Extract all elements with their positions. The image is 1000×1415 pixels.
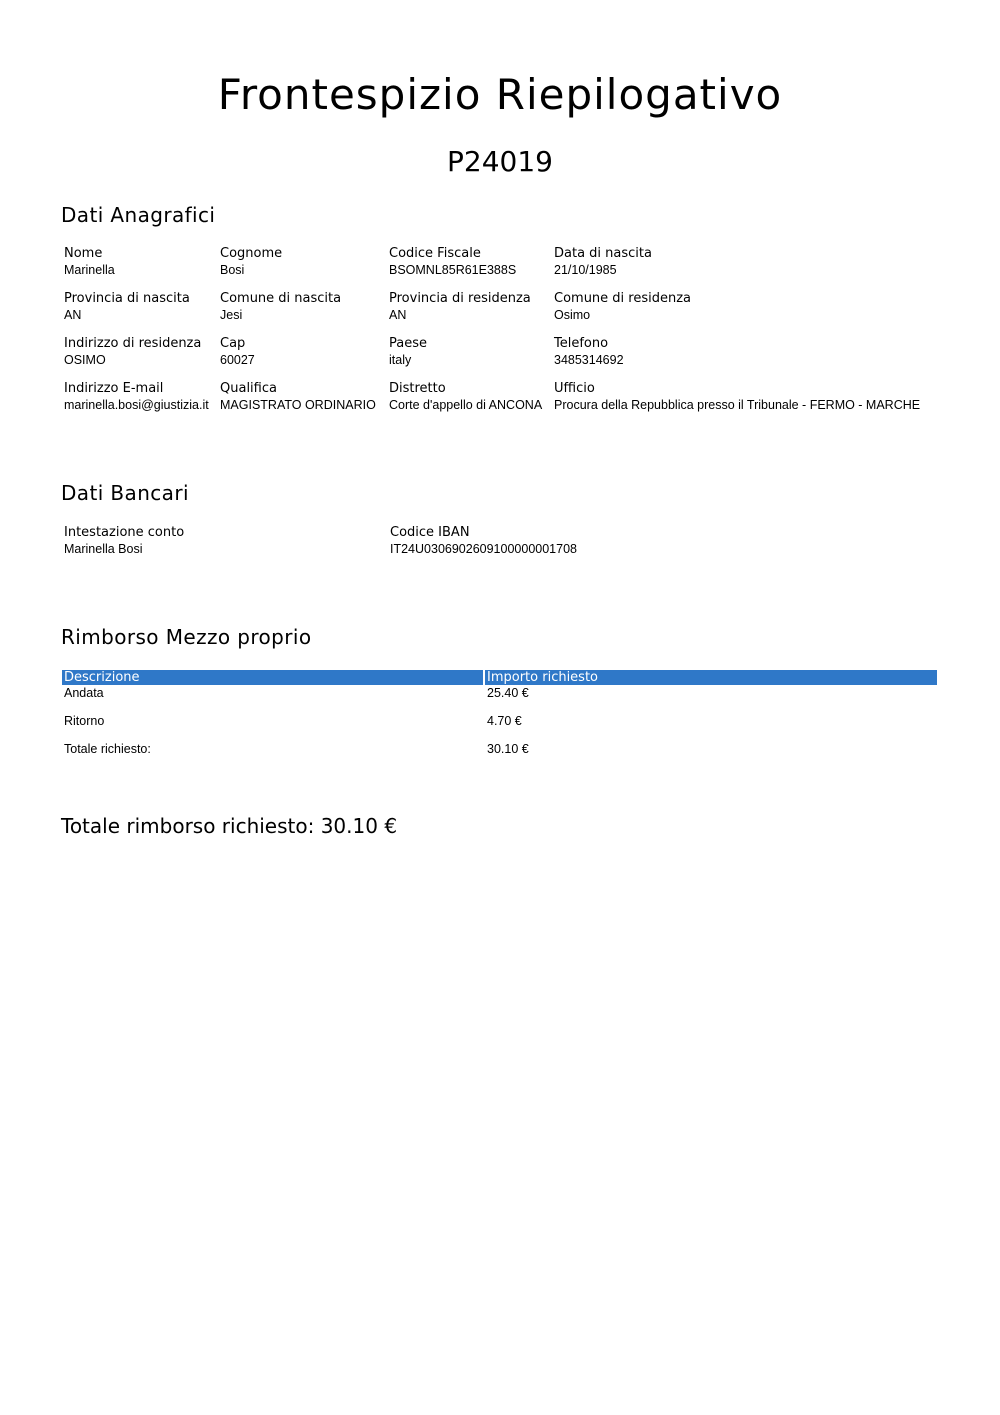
document-code: P24019 <box>447 145 553 178</box>
field-label: Codice IBAN <box>390 525 470 540</box>
field-label: Provincia di residenza <box>389 291 531 306</box>
table-cell-importo: 4.70 € <box>487 714 522 728</box>
field-label: Qualifica <box>220 381 277 396</box>
field-value: OSIMO <box>64 353 106 367</box>
field-value: Jesi <box>220 308 243 322</box>
field-label: Provincia di nascita <box>64 291 190 306</box>
table-cell-descrizione: Totale richiesto: <box>64 742 151 756</box>
table-cell-importo: 25.40 € <box>487 686 529 700</box>
field-label: Telefono <box>554 336 609 351</box>
field-value: Bosi <box>220 263 245 277</box>
field-label: Ufficio <box>554 381 595 396</box>
section-title-rimborso: Rimborso Mezzo proprio <box>61 625 312 649</box>
field-value: 3485314692 <box>554 353 624 367</box>
field-value: Corte d'appello di ANCONA <box>389 398 543 412</box>
field-value: marinella.bosi@giustizia.it <box>64 398 209 412</box>
field-value: BSOMNL85R61E388S <box>389 263 517 277</box>
field-value: AN <box>389 308 407 322</box>
table-header-importo: Importo richiesto <box>485 670 937 685</box>
field-label: Comune di nascita <box>220 291 342 306</box>
field-value: AN <box>64 308 82 322</box>
section-title-anagrafici: Dati Anagrafici <box>61 203 216 227</box>
table-cell-descrizione: Ritorno <box>64 714 105 728</box>
field-value: MAGISTRATO ORDINARIO <box>220 398 376 412</box>
field-value: Marinella <box>64 263 115 277</box>
field-value: Marinella Bosi <box>64 542 143 556</box>
field-label: Cognome <box>220 246 283 261</box>
document-title: Frontespizio Riepilogativo <box>217 70 783 119</box>
field-label: Comune di residenza <box>554 291 692 306</box>
field-value: IT24U0306902609100000001708 <box>390 542 577 556</box>
field-label: Distretto <box>389 381 446 396</box>
field-label: Data di nascita <box>554 246 652 261</box>
field-label: Indirizzo di residenza <box>64 336 202 351</box>
table-cell-descrizione: Andata <box>64 686 104 700</box>
table-cell-importo: 30.10 € <box>487 742 529 756</box>
field-value: Osimo <box>554 308 591 322</box>
field-label: Codice Fiscale <box>389 246 481 261</box>
field-label: Nome <box>64 246 103 261</box>
table-header-descrizione: Descrizione <box>62 670 483 685</box>
field-value: italy <box>389 353 412 367</box>
field-label: Indirizzo E-mail <box>64 381 164 396</box>
section-title-bancari: Dati Bancari <box>61 481 189 505</box>
field-value: 21/10/1985 <box>554 263 617 277</box>
total-reimbursement: Totale rimborso richiesto: 30.10 € <box>61 814 398 838</box>
field-value: Procura della Repubblica presso il Tribunale - FERMO - MARCHE <box>554 398 921 412</box>
field-value: 60027 <box>220 353 255 367</box>
field-label: Cap <box>220 336 246 351</box>
field-label: Intestazione conto <box>64 525 185 540</box>
field-label: Paese <box>389 336 427 351</box>
